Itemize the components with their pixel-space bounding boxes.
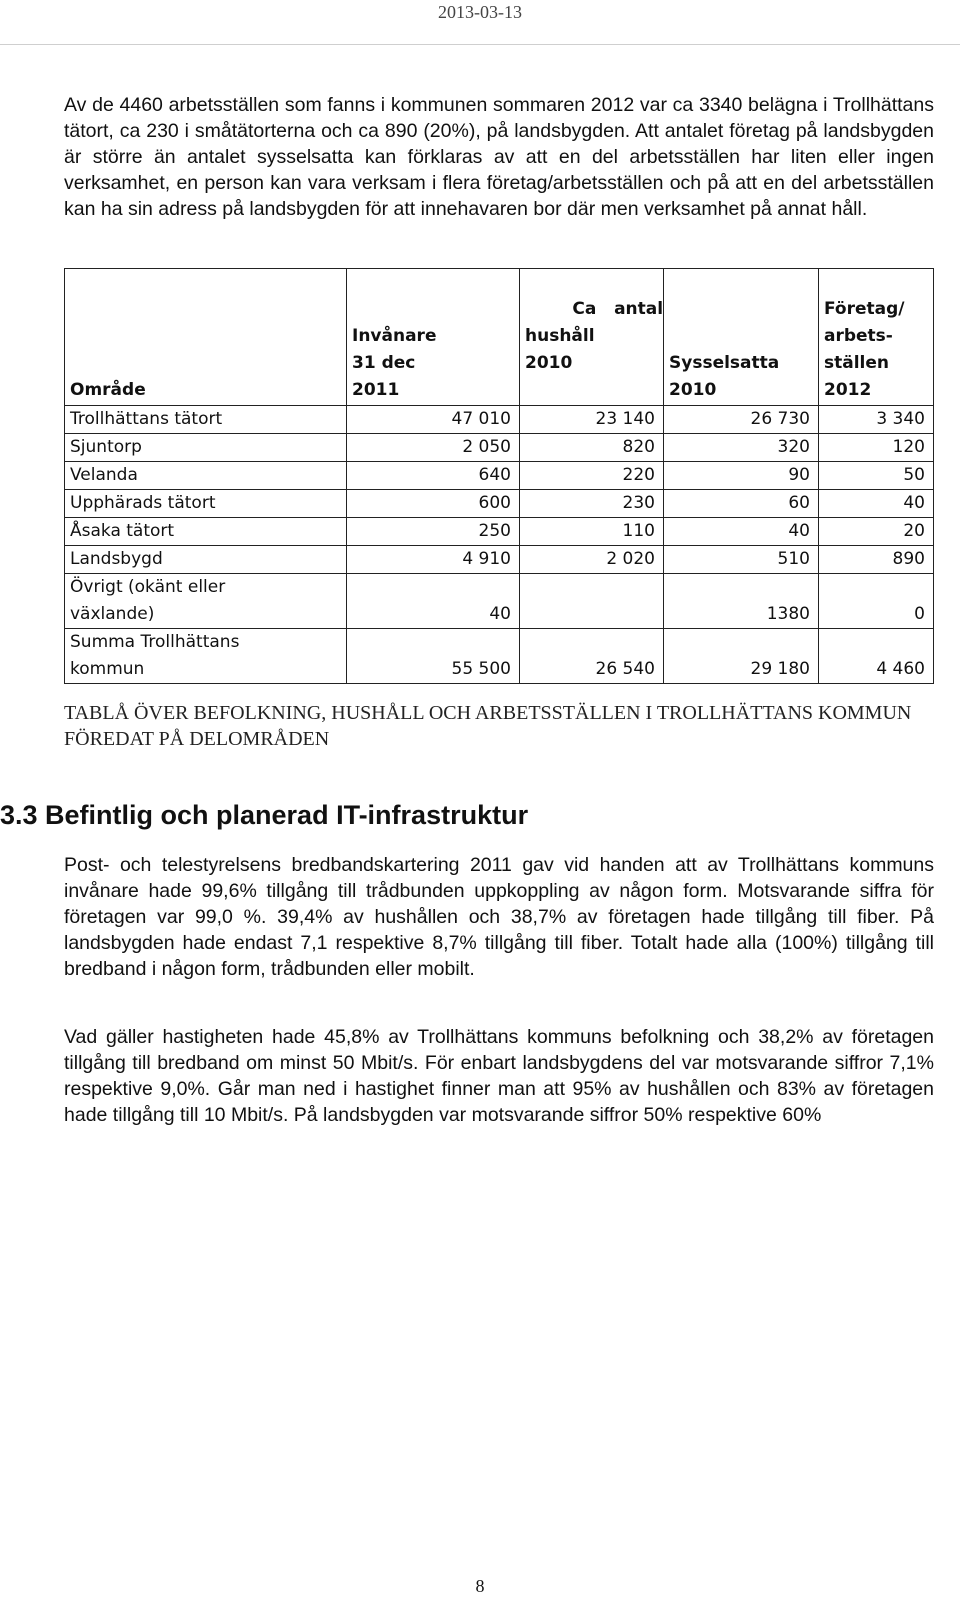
cell-area: Summa Trollhättans kommun xyxy=(65,629,347,684)
cell-households: 2 020 xyxy=(520,546,664,574)
cell-employed: 29 180 xyxy=(664,629,819,684)
section-heading: 3.3 Befintlig och planerad IT-infrastruktur xyxy=(0,800,529,830)
cell-residents: 250 xyxy=(347,518,520,546)
header-divider xyxy=(0,44,960,45)
page-number: 8 xyxy=(475,1576,485,1596)
header-residents: Invånare 31 dec 2011 xyxy=(347,269,520,406)
cell-households: 26 540 xyxy=(520,629,664,684)
section-paragraph: Post- och telestyrelsens bredbandskartering 2011 gav vid handen att av Trollhättans kommuns invånare hade 99,6% tillgång till trådbunden uppkoppling av någon form. Motsvarande siffra för företagen var 99,0 %. 39,4% av hushållen och 38,7% av företagen hade tillgång till fiber. På landsbygden hade endast 7,1 respektive 8,7% tillgång till fiber. Totalt hade alla (100%) tillgång till bredband i någon form, trådbunden eller mobilt. xyxy=(64,854,934,980)
section-paragraph: Vad gäller hastigheten hade 45,8% av Trollhättans kommuns befolkning och 38,2% av företagen tillgång till bredband om minst 50 Mbit/s. För enbart landsbygdens del var motsvarande siffror 7,1% respektive 9,0%. Går man ned i hastighet finner man att 95% av hushållen och 83% av företagen hade tillgång till 10 Mbit/s. På landsbygden var motsvarande siffror 50% respektive 60% xyxy=(64,1026,934,1126)
table-row xyxy=(65,490,934,518)
header-households: Ca antal hushåll 2010 xyxy=(520,269,664,406)
table-row xyxy=(65,406,934,434)
cell-households: 23 140 xyxy=(520,406,664,434)
header-employed: Sysselsatta 2010 xyxy=(664,269,819,406)
table-caption: TABLÅ ÖVER BEFOLKNING, HUSHÅLL OCH ARBETSSTÄLLEN I TROLLHÄTTANS KOMMUN FÖREDAT PÅ DELOMRÅDEN xyxy=(64,702,912,750)
table-row xyxy=(65,518,934,546)
page-date: 2013-03-13 xyxy=(438,2,522,22)
cell-employed: 510 xyxy=(664,546,819,574)
cell-employed: 60 xyxy=(664,490,819,518)
cell-workplaces: 3 340 xyxy=(819,406,934,434)
intro-paragraph: Av de 4460 arbetsställen som fanns i kommunen sommaren 2012 var ca 3340 belägna i Trollhättans tätort, ca 230 i småtätorterna och ca 890 (20%), på landsbygden. Att antalet företag på landsbygden är större än antalet sysselsatta kan förklaras av att en del arbetsställen har liten eller ingen verksamhet, en person kan vara verksam i flera företag/arbetsställen och på att en del arbetsställen kan ha sin adress på landsbygden för att innehavaren bor där men verksamhet på annat håll. xyxy=(64,94,934,220)
table-row xyxy=(65,462,934,490)
table-row xyxy=(65,434,934,462)
cell-workplaces: 20 xyxy=(819,518,934,546)
table-row xyxy=(65,546,934,574)
cell-workplaces: 50 xyxy=(819,462,934,490)
cell-area: Åsaka tätort xyxy=(65,518,347,546)
cell-residents: 2 050 xyxy=(347,434,520,462)
cell-residents: 600 xyxy=(347,490,520,518)
cell-residents: 640 xyxy=(347,462,520,490)
cell-area: Sjuntorp xyxy=(65,434,347,462)
cell-households: 230 xyxy=(520,490,664,518)
cell-area: Landsbygd xyxy=(65,546,347,574)
table-row xyxy=(65,629,934,684)
cell-households: 820 xyxy=(520,434,664,462)
cell-residents: 4 910 xyxy=(347,546,520,574)
cell-workplaces: 890 xyxy=(819,546,934,574)
population-table xyxy=(64,268,934,684)
cell-employed: 40 xyxy=(664,518,819,546)
cell-area: Övrigt (okänt eller växlande) xyxy=(65,574,347,629)
cell-workplaces: 120 xyxy=(819,434,934,462)
table-header-row xyxy=(65,269,934,406)
cell-workplaces: 0 xyxy=(819,574,934,629)
cell-area: Velanda xyxy=(65,462,347,490)
cell-households: 220 xyxy=(520,462,664,490)
cell-area: Upphärads tätort xyxy=(65,490,347,518)
cell-employed: 320 xyxy=(664,434,819,462)
cell-area: Trollhättans tätort xyxy=(65,406,347,434)
cell-employed: 1380 xyxy=(664,574,819,629)
cell-employed: 90 xyxy=(664,462,819,490)
cell-residents: 47 010 xyxy=(347,406,520,434)
cell-residents: 40 xyxy=(347,574,520,629)
cell-workplaces: 40 xyxy=(819,490,934,518)
header-area: Område xyxy=(65,269,347,406)
table-row xyxy=(65,574,934,629)
cell-households: 110 xyxy=(520,518,664,546)
header-workplaces: Företag/ arbets- ställen 2012 xyxy=(819,269,934,406)
cell-households xyxy=(520,574,664,629)
cell-employed: 26 730 xyxy=(664,406,819,434)
cell-residents: 55 500 xyxy=(347,629,520,684)
cell-workplaces: 4 460 xyxy=(819,629,934,684)
